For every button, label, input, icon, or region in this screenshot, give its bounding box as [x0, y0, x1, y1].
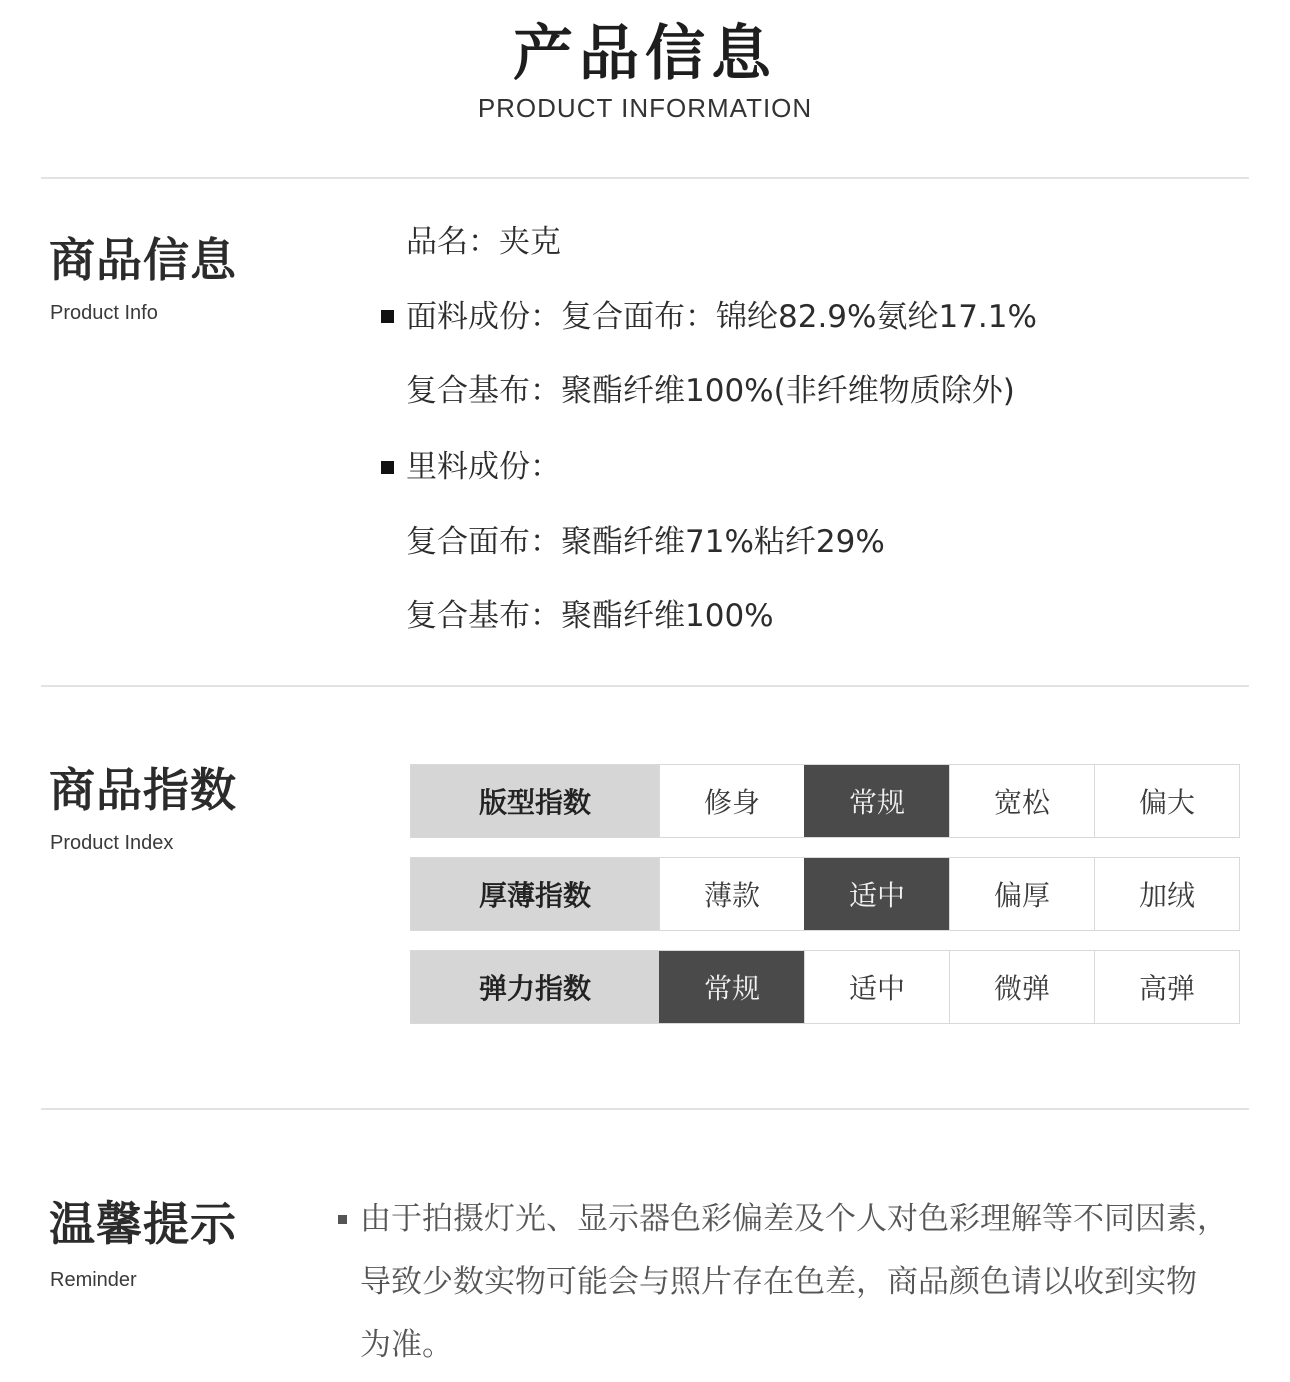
divider	[41, 685, 1249, 687]
product-index-title: 商品指数	[49, 763, 237, 817]
bullet-icon	[381, 310, 394, 323]
product-info-title: 商品信息	[49, 233, 237, 287]
reminder-line: 导致少数实物可能会与照片存在色差，商品颜色请以收到实物	[360, 1264, 1197, 1300]
reminder-line: 由于拍摄灯光、显示器色彩偏差及个人对色彩理解等不同因素，	[360, 1201, 1228, 1237]
page-subtitle: PRODUCT INFORMATION	[477, 93, 813, 123]
index-option: 适中	[804, 951, 949, 1023]
index-option-selected: 适中	[804, 858, 949, 930]
index-option: 薄款	[659, 858, 804, 930]
reminder-subtitle: Reminder	[50, 1269, 137, 1291]
info-line-name: 品名：夹克	[406, 224, 561, 260]
index-option-selected: 常规	[804, 765, 949, 837]
index-option: 高弹	[1094, 951, 1239, 1023]
index-option: 宽松	[949, 765, 1094, 837]
index-option: 偏大	[1094, 765, 1239, 837]
index-option-selected: 常规	[659, 951, 804, 1023]
index-label: 厚薄指数	[411, 858, 659, 930]
bullet-icon	[338, 1215, 347, 1224]
page-title: 产品信息	[513, 19, 777, 89]
info-line-lining-base: 复合基布：聚酯纤维100%	[406, 598, 774, 634]
index-row-fit	[410, 764, 1240, 838]
index-option: 修身	[659, 765, 804, 837]
product-index-subtitle: Product Index	[50, 832, 174, 854]
info-line-lining-face: 复合面布：聚酯纤维71%粘纤29%	[406, 524, 885, 560]
product-info-subtitle: Product Info	[50, 302, 158, 324]
index-label: 弹力指数	[411, 951, 659, 1023]
info-line-fabric-base: 复合基布：聚酯纤维100%(非纤维物质除外)	[406, 373, 1015, 409]
index-label: 版型指数	[411, 765, 659, 837]
index-option: 加绒	[1094, 858, 1239, 930]
divider	[41, 177, 1249, 179]
info-line-lining: 里料成份：	[406, 449, 561, 485]
index-row-elasticity	[410, 950, 1240, 1024]
bullet-icon	[381, 461, 394, 474]
reminder-title: 温馨提示	[49, 1197, 237, 1251]
index-row-thickness	[410, 857, 1240, 931]
reminder-line: 为准。	[360, 1327, 453, 1363]
index-option: 偏厚	[949, 858, 1094, 930]
divider	[41, 1108, 1249, 1110]
index-option: 微弹	[949, 951, 1094, 1023]
info-line-fabric: 面料成份：复合面布：锦纶82.9%氨纶17.1%	[406, 299, 1037, 335]
